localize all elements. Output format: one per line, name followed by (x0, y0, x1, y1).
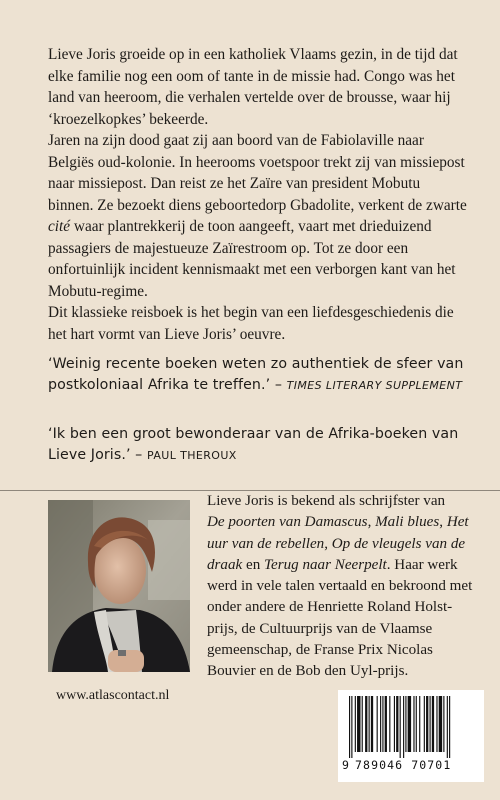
barcode-bar (408, 696, 411, 752)
blurb-paragraph-2-part-a: Jaren na zijn dood gaat zij aan boord van de Fabiolaville naar Belgiës oud-kolonie. In heerooms voetspoor trekt zij van missiepost naar missiepost. Dan reist ze het Zaïre van president Mobutu binnen. Ze bezoekt diens geboortedorp Gbadolite, verkent de zwarte (48, 132, 467, 214)
author-bio (207, 491, 482, 683)
isbn-group-2: 70701 (411, 758, 452, 772)
isbn-number (342, 758, 482, 772)
barcode-bar (382, 696, 383, 752)
barcode-bar (355, 696, 356, 752)
blurb-italic-cite: cité (48, 218, 71, 235)
barcode-bar (436, 696, 437, 752)
barcode-bar (439, 696, 442, 752)
blurb-paragraph-2-part-b: waar plantrekkerij de toon aangeeft, vaart met drieduizend passagiers de majestueuze Zaïrestroom op. Tot ze door een onfortuinlijk incident kennismaakt met een verborgen kant van het Mobutu-regime. (48, 218, 456, 300)
isbn-group-1: 789046 (355, 758, 404, 772)
barcode-bar (447, 696, 448, 758)
barcode-bar (396, 696, 398, 752)
barcode-bar (389, 696, 390, 752)
barcode-bar (443, 696, 444, 752)
barcode-bar (449, 696, 450, 758)
book-title-2: Mali blues (375, 514, 440, 531)
quote-1-text: ‘Weinig recente boeken weten zo authentiek de sfeer van postkoloniaal Afrika te treffen.’ (48, 356, 464, 393)
barcode-bar (369, 696, 370, 752)
blurb-paragraph-3: Dit klassieke reisboek is het begin van een liefdesgeschiedenis die het hart vormt van Lieve Joris’ oeuvre. (48, 304, 454, 343)
barcode-bar (385, 696, 387, 752)
isbn-barcode (338, 690, 484, 782)
barcode-bar (424, 696, 425, 752)
author-bio-text (207, 491, 482, 683)
bio-rest: Haar werk werd in vele talen vertaald en bekroond met onder andere de Henriette Roland Holst-prijs, de Cultuurprijs van de Vlaamse gemeenschap, de Franse Prix Nicolas Bouvier en de Bob den Uyl-prijs. (207, 556, 473, 680)
bio-sep-2: , (439, 514, 447, 531)
blurb-paragraph-2 (48, 130, 468, 302)
quote-1-dash: – (270, 377, 287, 393)
barcode-bar (349, 696, 350, 758)
barcode-bar (365, 696, 367, 752)
blurb-paragraph-1: Lieve Joris groeide op in een katholiek Vlaams gezin, in de tijd dat elke familie nog een oom of tante in de missie had. Congo was het land van heeroom, die verhalen vertelde over de brousse, waar hij ‘kroezelkopkes’ bekeerde. (48, 46, 458, 128)
author-photo (48, 500, 190, 672)
barcode-bar (419, 696, 420, 752)
quote-2-dash: – (130, 447, 147, 463)
book-title-1: De poorten van Damascus (207, 514, 368, 531)
quote-1-source: TIMES LITERARY SUPPLEMENT (286, 379, 463, 392)
book-title-5: Terug naar Neerpelt (264, 556, 387, 573)
barcode-bar (426, 696, 428, 752)
barcode-bars (345, 696, 477, 758)
barcode-bar (405, 696, 406, 752)
bio-sep-1: , (367, 514, 376, 531)
isbn-first-digit: 9 (342, 758, 351, 772)
review-quote-1 (48, 354, 468, 396)
book-title-3: Het uur van de rebellen (207, 514, 469, 552)
review-quote-2 (48, 424, 468, 466)
barcode-bar (380, 696, 381, 752)
book-title-4: Op de vleugels van de draak (207, 535, 466, 573)
bio-and: en (242, 556, 265, 573)
barcode-bar (377, 696, 378, 752)
barcode-bar (403, 696, 404, 758)
barcode-bar (413, 696, 414, 752)
bio-period: . (386, 556, 391, 573)
bio-sep-3: , (324, 535, 332, 552)
barcode-bar (430, 696, 431, 752)
barcode-bar (371, 696, 373, 752)
barcode-bar (357, 696, 360, 752)
barcode-bar (432, 696, 434, 752)
barcode-bar (416, 696, 417, 752)
quote-2-source: PAUL THEROUX (146, 449, 237, 462)
publisher-website: www.atlascontact.nl (56, 688, 170, 703)
blurb (48, 44, 468, 345)
barcode-bar (400, 696, 401, 758)
quote-2-text: ‘Ik ben een groot bewonderaar van de Afrika-boeken van Lieve Joris.’ (48, 426, 459, 463)
barcode-bar (362, 696, 363, 752)
barcode-bar (394, 696, 395, 752)
barcode-bar (351, 696, 352, 758)
bio-intro: Lieve Joris is bekend als schrijfster van (207, 493, 446, 509)
